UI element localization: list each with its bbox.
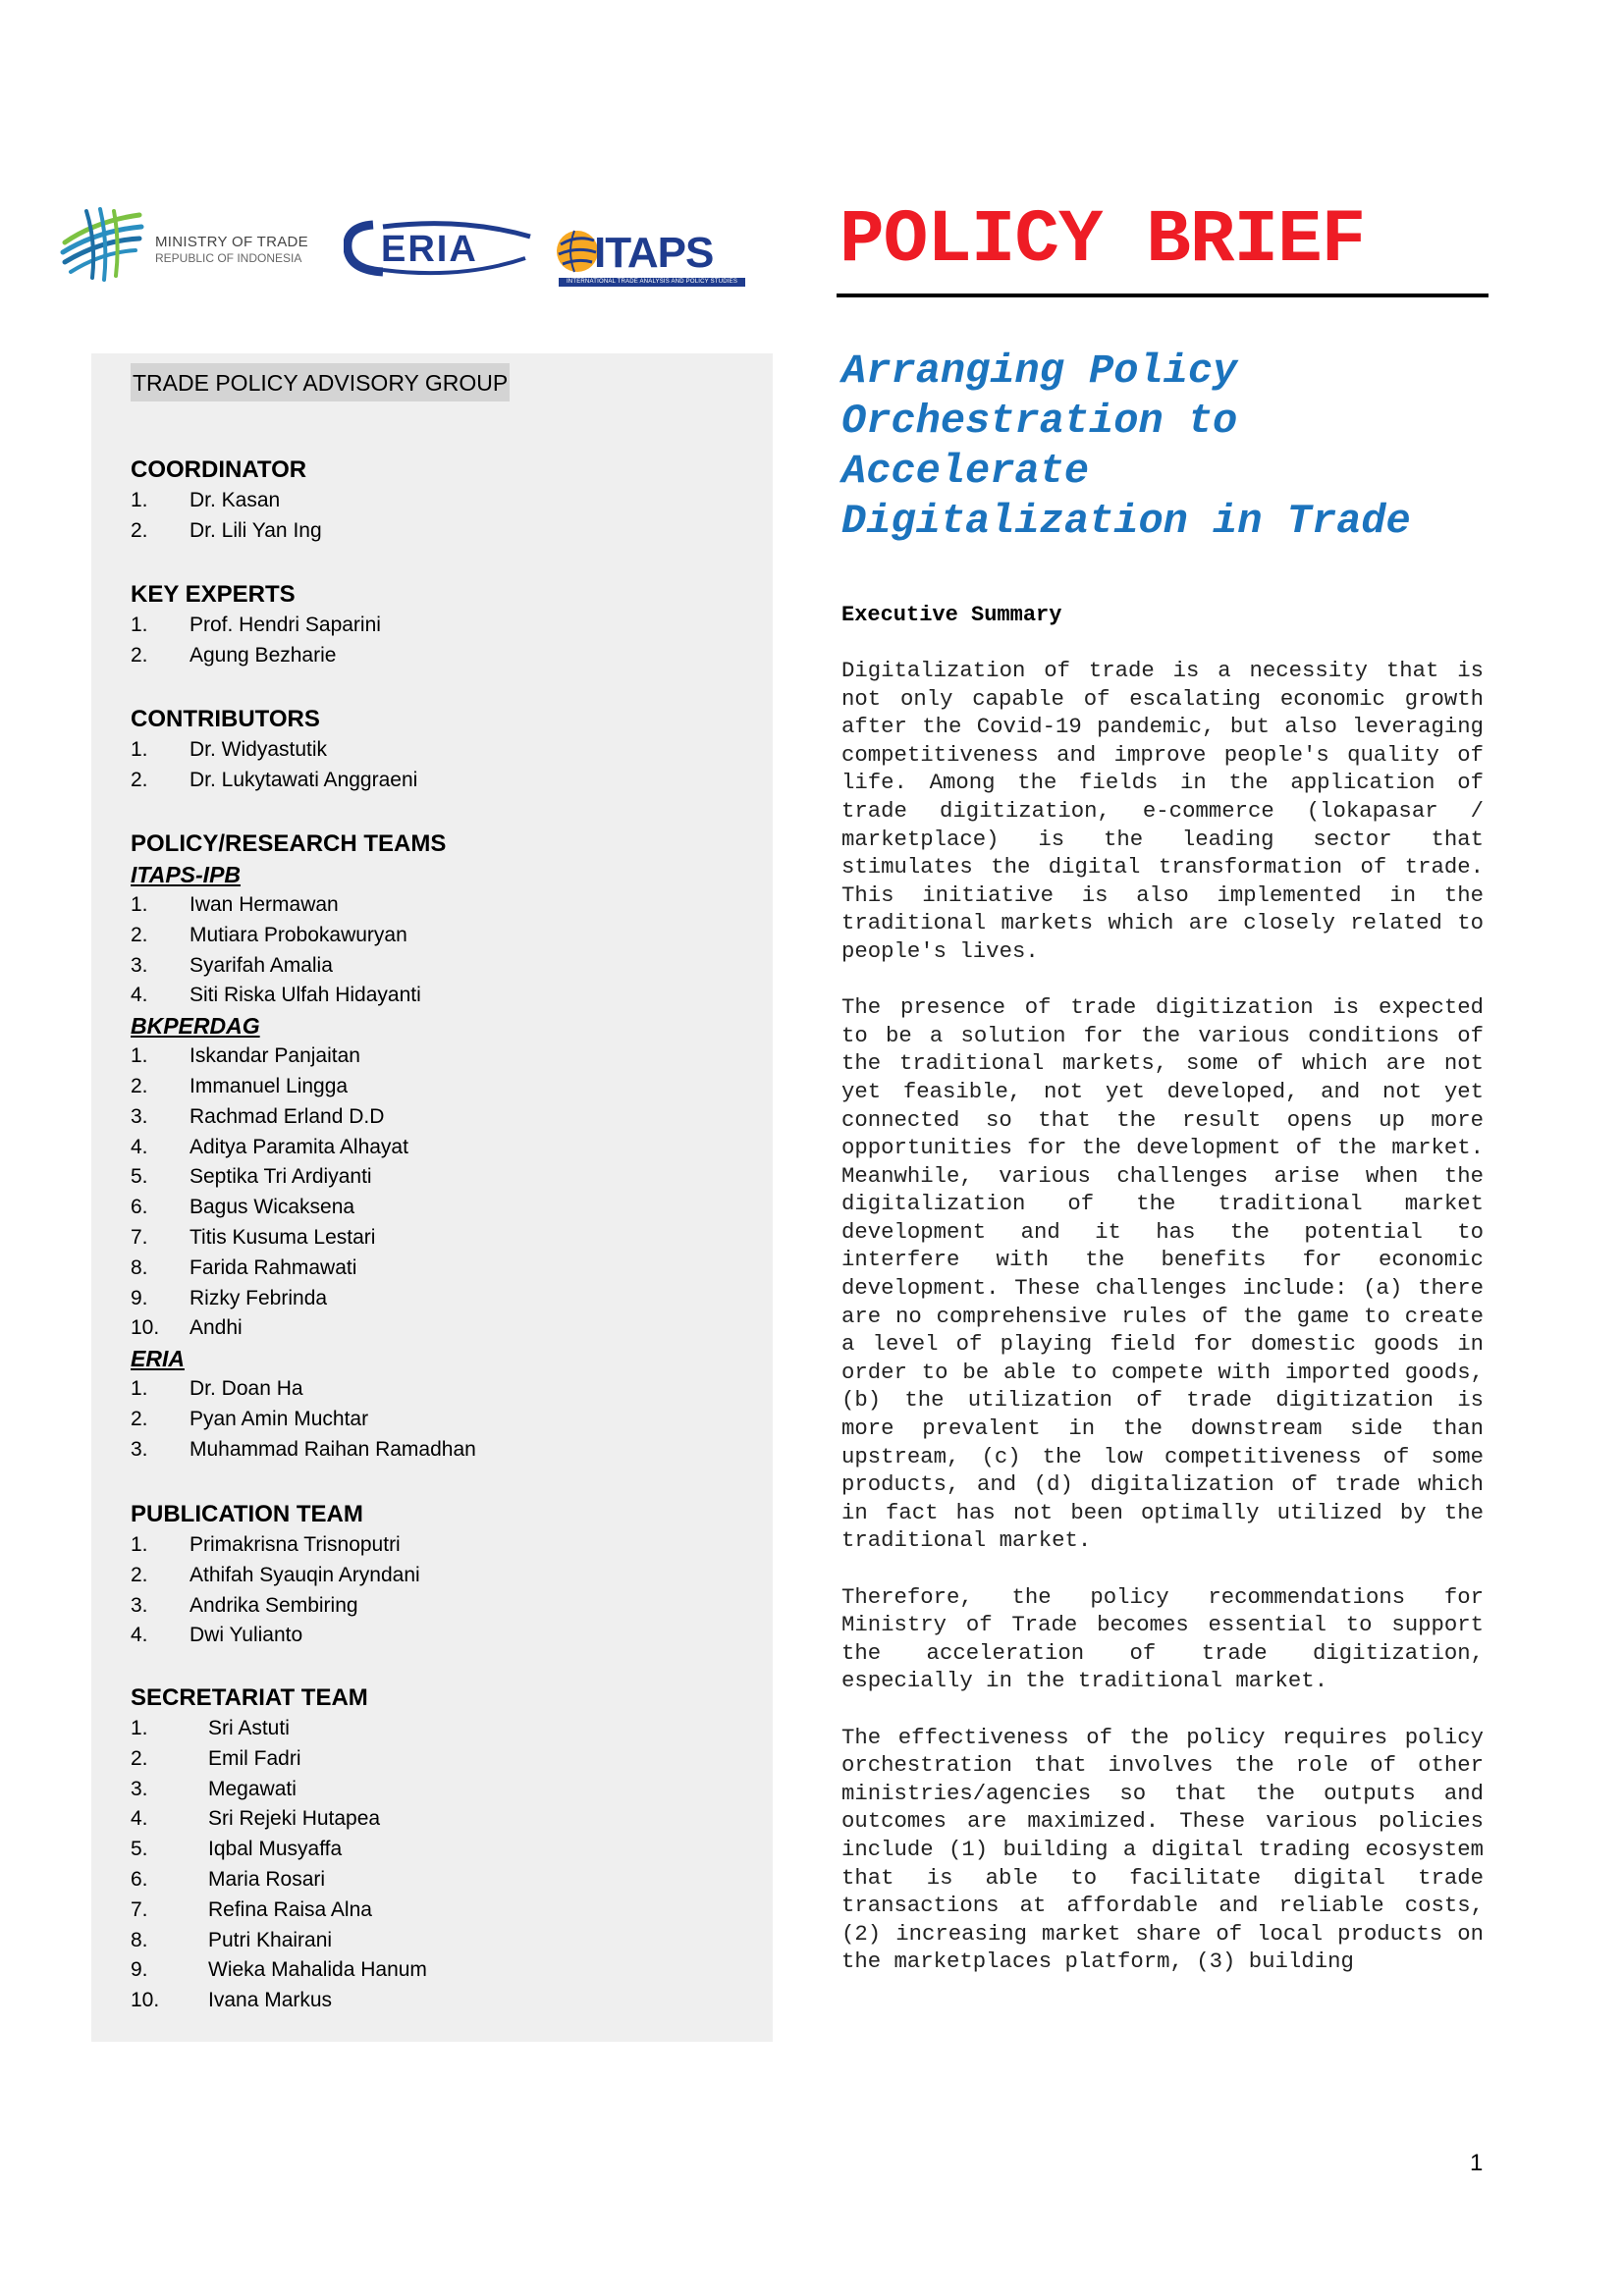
member-name: Refina Raisa Alna [208,1897,372,1921]
member-name: Putri Khairani [208,1928,333,1951]
logo-bar [57,201,744,285]
member-name: Dr. Kasan [189,489,281,511]
member-name: Andrika Sembiring [189,1593,358,1617]
member-name: Iqbal Musyaffa [208,1838,343,1861]
list-item: 5. Septika Tri Ardiyanti [131,1162,773,1193]
list-item: 4. Aditya Paramita Alhayat [131,1133,773,1163]
member-name: Dr. Lili Yan Ing [189,518,322,542]
coordinator-section [131,454,773,547]
list-item: 1. Sri Astuti [131,1714,773,1744]
member-name: Siti Riska Ulfah Hidayanti [189,984,421,1007]
list-item: 1. Dr. Widyastutik [131,735,773,766]
list-item: 1. Primakrisna Trisnoputri [131,1530,773,1561]
eria-logo-text: ERIA [381,229,478,270]
list-item: 1. Iskandar Panjaitan [131,1041,773,1072]
article-title-line: Digitalization in Trade [841,498,1411,545]
executive-summary-heading: Executive Summary [841,603,1062,627]
member-name: Andhi [189,1316,243,1340]
list-item: 4. Siti Riska Ulfah Hidayanti [131,981,773,1011]
list-item: 7. Refina Raisa Alna [131,1896,773,1926]
team-subheading: BKPERDAG [131,1013,260,1040]
list-item: 3. Megawati [131,1775,773,1805]
itaps-logo-text: ITAPS [594,229,714,277]
list-item: 8. Putri Khairani [131,1926,773,1956]
list-item: 3. Muhammad Raihan Ramadhan [131,1435,773,1466]
list-item: 3. Andrika Sembiring [131,1591,773,1622]
title-divider [837,294,1489,297]
contributors-section [131,704,773,796]
member-name: Immanuel Lingga [189,1074,349,1097]
list-item: 1. Dr. Doan Ha [131,1374,773,1405]
member-name: Dr. Widyastutik [189,738,328,761]
member-name: Muhammad Raihan Ramadhan [189,1437,476,1461]
article-title-line: Orchestration to [841,398,1238,445]
member-name: Iskandar Panjaitan [189,1044,360,1068]
section-heading: COORDINATOR [131,456,307,483]
member-name: Wieka Mahalida Hanum [208,1958,427,1982]
ministry-name [155,234,308,267]
member-name: Septika Tri Ardiyanti [189,1165,372,1189]
list-item: 4. Dwi Yulianto [131,1621,773,1651]
advisory-group-sidebar [91,353,773,2042]
advisory-group-title: TRADE POLICY ADVISORY GROUP [131,363,510,401]
member-name: Syarifah Amalia [189,953,333,977]
member-name: Agung Bezharie [189,643,337,667]
member-name: Emil Fadri [208,1746,301,1770]
ministry-name-line1: MINISTRY OF TRADE [155,234,308,250]
member-name: Primakrisna Trisnoputri [189,1533,401,1556]
member-name: Sri Astuti [208,1717,290,1739]
list-item: 5. Iqbal Musyaffa [131,1835,773,1865]
member-name: Pyan Amin Muchtar [189,1407,369,1430]
member-name: Athifah Syauqin Aryndani [189,1563,420,1586]
list-item: 2. Pyan Amin Muchtar [131,1405,773,1435]
member-name: Titis Kusuma Lestari [189,1225,376,1249]
article-title [841,347,1529,547]
page-number: 1 [1470,2150,1484,2176]
list-item: 2. Emil Fadri [131,1744,773,1775]
key-experts-section [131,579,773,671]
ministry-name-line2: REPUBLIC OF INDONESIA [155,251,302,265]
list-item: 2. Agung Bezharie [131,641,773,671]
body-paragraph: Digitalization of trade is a necessity that is not only capable of escalating economic growth after the Covid-19 pandemic, but also leveraging competitiveness and improve people's quality of life. Among the fields in the application of trade digitization, e-commerce (lokapasar / marketplace) is the leading sector that stimulates the digital transformation of trade. This initiative is also implemented in the traditional markets which are closely related to people's lives. [841,658,1484,964]
member-name: Prof. Hendri Saparini [189,614,381,636]
policy-research-section [131,828,773,1466]
list-item: 9. Wieka Mahalida Hanum [131,1955,773,1986]
body-paragraph: Therefore, the policy recommendations for Ministry of Trade becomes essential to support the acceleration of trade digitization, especially in the traditional market. [841,1583,1484,1694]
member-name: Mutiara Probokawuryan [189,923,407,946]
list-item: 4. Sri Rejeki Hutapea [131,1804,773,1835]
team-subheading: ITAPS-IPB [131,862,242,887]
list-item: 3. Syarifah Amalia [131,951,773,982]
list-item: 2. Dr. Lukytawati Anggraeni [131,766,773,796]
section-heading: CONTRIBUTORS [131,706,320,732]
member-name: Aditya Paramita Alhayat [189,1135,408,1158]
list-item: 10. Ivana Markus [131,1986,773,2016]
article-title-line: Accelerate [841,448,1090,495]
secretariat-team-section [131,1682,773,2016]
list-item: 6. Maria Rosari [131,1865,773,1896]
list-item: 1. Dr. Kasan [131,486,773,516]
member-name: Ivana Markus [208,1989,333,2012]
body-paragraph: The effectiveness of the policy requires policy orchestration that involves the role of other ministries/agencies so that the outputs and outcomes are maximized. These various policies include (1) building a digital trading ecosystem that is able to facilitate digital trade transactions at affordable and reliable costs, (2) increasing market share of local products on the marketplaces platform, (3) building [841,1724,1484,1975]
article-title-line: Arranging Policy [841,347,1238,395]
list-item: 9. Rizky Febrinda [131,1284,773,1314]
list-item: 1. Iwan Hermawan [131,890,773,921]
list-item: 8. Farida Rahmawati [131,1254,773,1284]
section-heading: POLICY/RESEARCH TEAMS [131,830,447,857]
body-paragraph: The presence of trade digitization is expected to be a solution for the various conditions of the traditional markets, some of which are not yet feasible, not yet developed, and not yet connected so that the result opens up more opportunities for the development of the market. Meanwhile, various challenges arise when the digitalization of the traditional market development and it has the potential to interfere with the benefits for economic development. These challenges include: (a) there are no comprehensive rules of the game to create a level of playing field for domestic goods in order to be able to compete with imported goods, (b) the utilization of trade digitization is more prevalent in the downstream side than upstream, (c) the low competitiveness of some products, and (d) digitalization of trade which in fact has not been optimally utilized by the traditional market. [841,994,1484,1554]
member-name: Megawati [208,1777,297,1800]
publication-team-section [131,1499,773,1651]
member-name: Maria Rosari [208,1867,326,1891]
list-item: 10. Andhi [131,1313,773,1344]
member-name: Dr. Lukytawati Anggraeni [189,768,418,791]
member-name: Sri Rejeki Hutapea [208,1807,381,1831]
member-name: Bagus Wicaksena [189,1196,355,1219]
member-name: Rizky Febrinda [189,1286,328,1309]
ministry-of-trade-emblem [57,203,147,282]
list-item: 2. Mutiara Probokawuryan [131,921,773,951]
member-name: Dwi Yulianto [189,1624,303,1647]
itaps-logo [553,221,749,290]
member-name: Iwan Hermawan [189,893,339,916]
policy-brief-title: POLICY BRIEF [839,198,1366,283]
section-heading: PUBLICATION TEAM [131,1501,363,1527]
list-item: 6. Bagus Wicaksena [131,1193,773,1223]
member-name: Rachmad Erland D.D [189,1104,385,1128]
member-name: Dr. Doan Ha [189,1377,303,1401]
list-item: 2. Dr. Lili Yan Ing [131,516,773,547]
list-item: 1. Prof. Hendri Saparini [131,611,773,641]
list-item: 2. Athifah Syauqin Aryndani [131,1561,773,1591]
section-heading: KEY EXPERTS [131,581,296,608]
executive-summary-body [841,657,1484,1976]
itaps-logo-subtitle: INTERNATIONAL TRADE ANALYSIS AND POLICY STUDIES [559,278,745,287]
section-heading: SECRETARIAT TEAM [131,1684,368,1711]
team-subheading: ERIA [131,1346,185,1372]
member-name: Farida Rahmawati [189,1255,357,1279]
list-item: 2. Immanuel Lingga [131,1072,773,1102]
list-item: 7. Titis Kusuma Lestari [131,1223,773,1254]
list-item: 3. Rachmad Erland D.D [131,1102,773,1133]
ministry-of-trade-logo [57,201,352,285]
